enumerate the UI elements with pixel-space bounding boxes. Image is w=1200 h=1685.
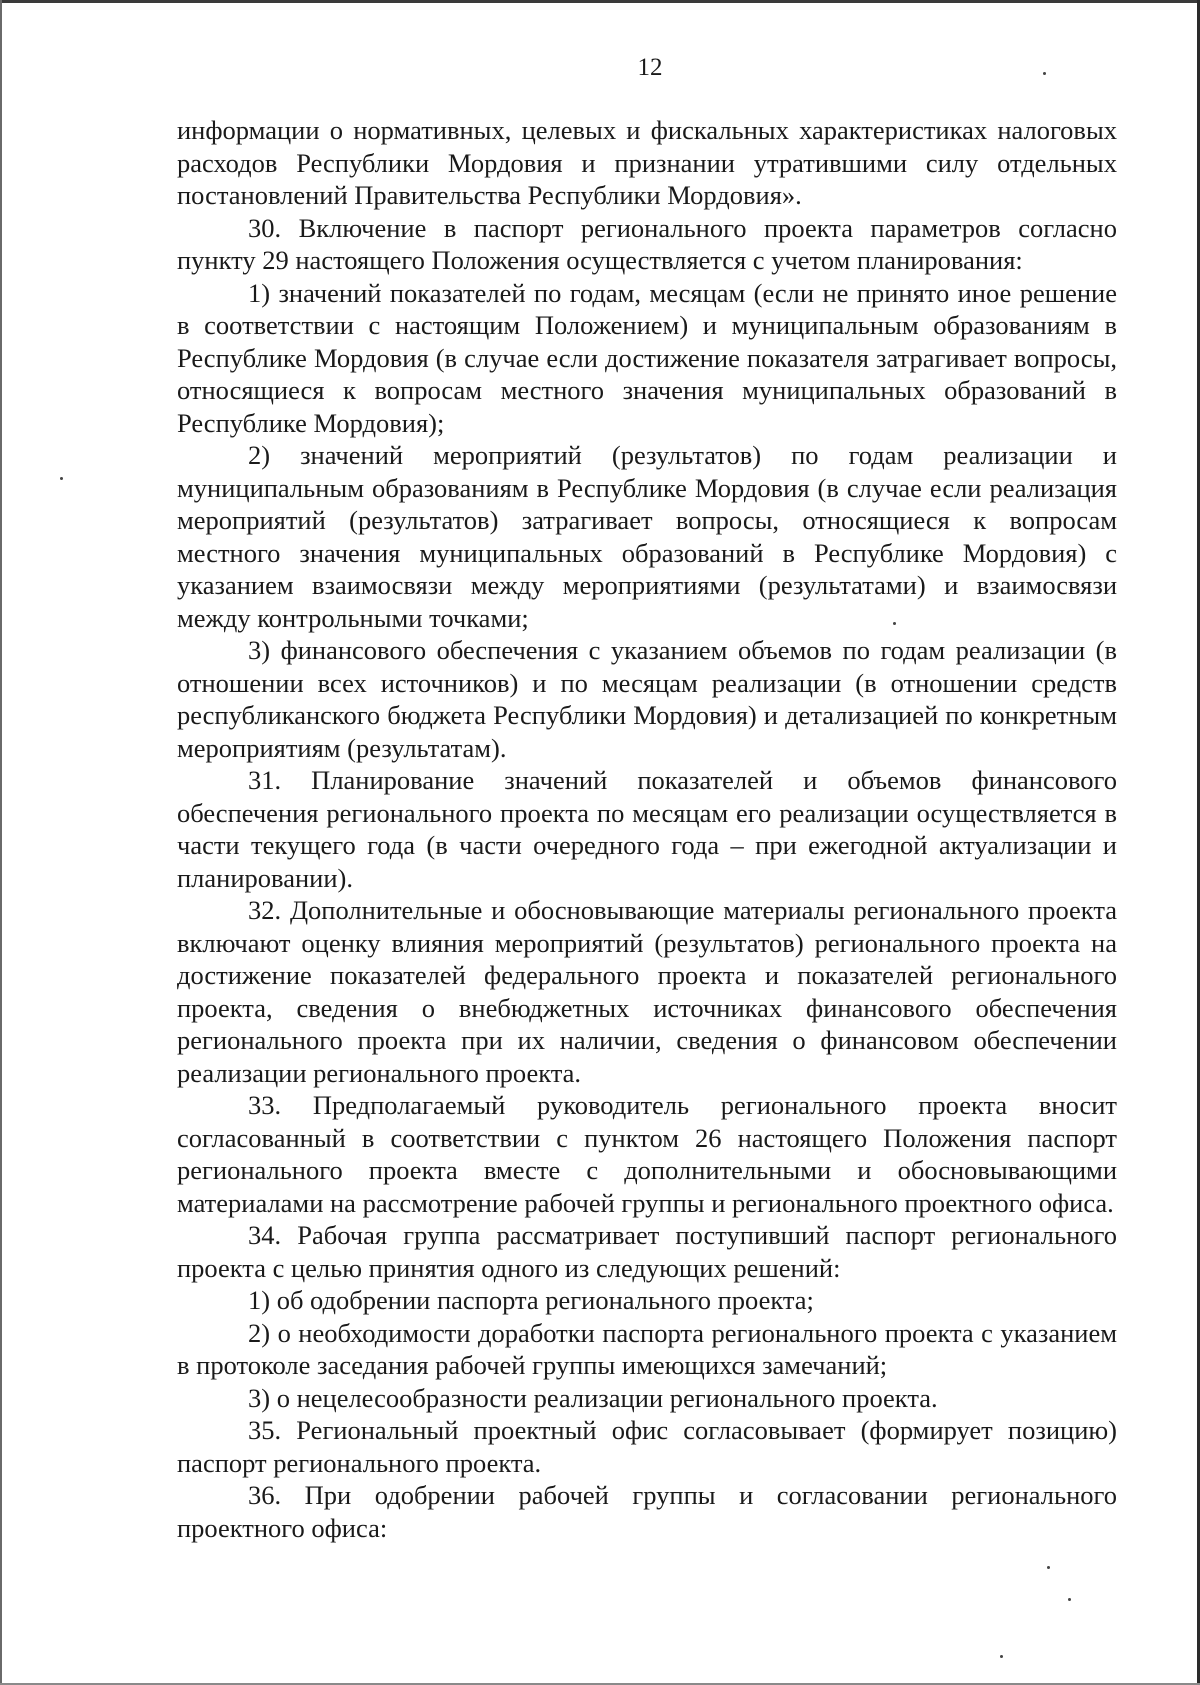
scan-speck bbox=[1047, 1566, 1050, 1569]
paragraph-subitem-30-1: 1) значений показателей по годам, месяцам (если не принято иное решение в соответствии с настоящим Положением) и муниципальным образованиям в Республике Мордовия (в случае если достижение показателя затрагивает вопросы, относящиеся к вопросам местного значения муниципальных образований в Республике Мордовия); bbox=[177, 277, 1117, 438]
paragraph-item-30: 30. Включение в паспорт регионального проекта параметров согласно пункту 29 настоящего Положения осуществляется с учетом планирования: bbox=[177, 212, 1117, 275]
scan-edge-top bbox=[0, 0, 1200, 3]
paragraph-item-34: 34. Рабочая группа рассматривает поступивший паспорт регионального проекта с целью принятия одного из следующих решений: bbox=[177, 1220, 1117, 1283]
scan-edge-left bbox=[0, 0, 2, 1685]
scan-speck bbox=[1068, 1598, 1071, 1601]
paragraph-item-36: 36. При одобрении рабочей группы и согласовании регионального проектного офиса: bbox=[177, 1480, 1117, 1543]
scan-speck bbox=[1043, 72, 1046, 75]
paragraph-subitem-30-3: 3) финансового обеспечения с указанием объемов по годам реализации (в отношении всех источников) и по месяцам реализации (в отношении средств республиканского бюджета Республики Мордовия) и детализацией по конкретным мероприятиям (результатам). bbox=[177, 635, 1117, 763]
paragraph-subitem-34-2: 2) о необходимости доработки паспорта регионального проекта с указанием в протоколе заседания рабочей группы имеющихся замечаний; bbox=[177, 1317, 1117, 1380]
scan-speck bbox=[60, 477, 63, 480]
paragraph-item-35: 35. Региональный проектный офис согласовывает (формирует позицию) паспорт регионального проекта. bbox=[177, 1415, 1117, 1478]
paragraph-subitem-34-3: 3) о нецелесообразности реализации регионального проекта. bbox=[248, 1382, 938, 1413]
paragraph-item-33: 33. Предполагаемый руководитель регионального проекта вносит согласованный в соответствии с пунктом 26 настоящего Положения паспорт регионального проекта вместе с дополнительными и обосновывающими материалами на рассмотрение рабочей группы и регионального проектного офиса. bbox=[177, 1090, 1117, 1218]
scan-speck bbox=[1000, 1655, 1003, 1658]
paragraph-continuation: информации о нормативных, целевых и фискальных характеристиках налоговых расходов Республики Мордовия и признании утратившими силу отдельных постановлений Правительства Республики Мордовия». bbox=[177, 115, 1117, 210]
scan-speck bbox=[893, 622, 896, 625]
paragraph-subitem-34-1: 1) об одобрении паспорта регионального проекта; bbox=[248, 1285, 814, 1315]
paragraph-item-32: 32. Дополнительные и обосновывающие материалы регионального проекта включают оценку влияния мероприятий (результатов) регионального проекта на достижение показателей федерального проекта и показателей регионального проекта, сведения о внебюджетных источниках финансового обеспечения регионального проекта при их наличии, сведения о финансовом обеспечении реализации регионального проекта. bbox=[177, 895, 1117, 1088]
paragraph-subitem-30-2: 2) значений мероприятий (результатов) по годам реализации и муниципальным образованиям в Республике Мордовия (в случае если реализация мероприятий (результатов) затрагивает вопросы, относящиеся к вопросам местного значения муниципальных образований в Республике Мордовия) с указанием взаимосвязи между мероприятиями (результатами) и взаимосвязи между контрольными точками; bbox=[177, 440, 1117, 633]
page-number: 12 bbox=[637, 54, 663, 81]
document-body bbox=[177, 114, 1117, 1544]
paragraph-item-31: 31. Планирование значений показателей и объемов финансового обеспечения регионального проекта по месяцам его реализации осуществляется в части текущего года (в части очередного года – при ежегодной актуализации и планировании). bbox=[177, 765, 1117, 893]
